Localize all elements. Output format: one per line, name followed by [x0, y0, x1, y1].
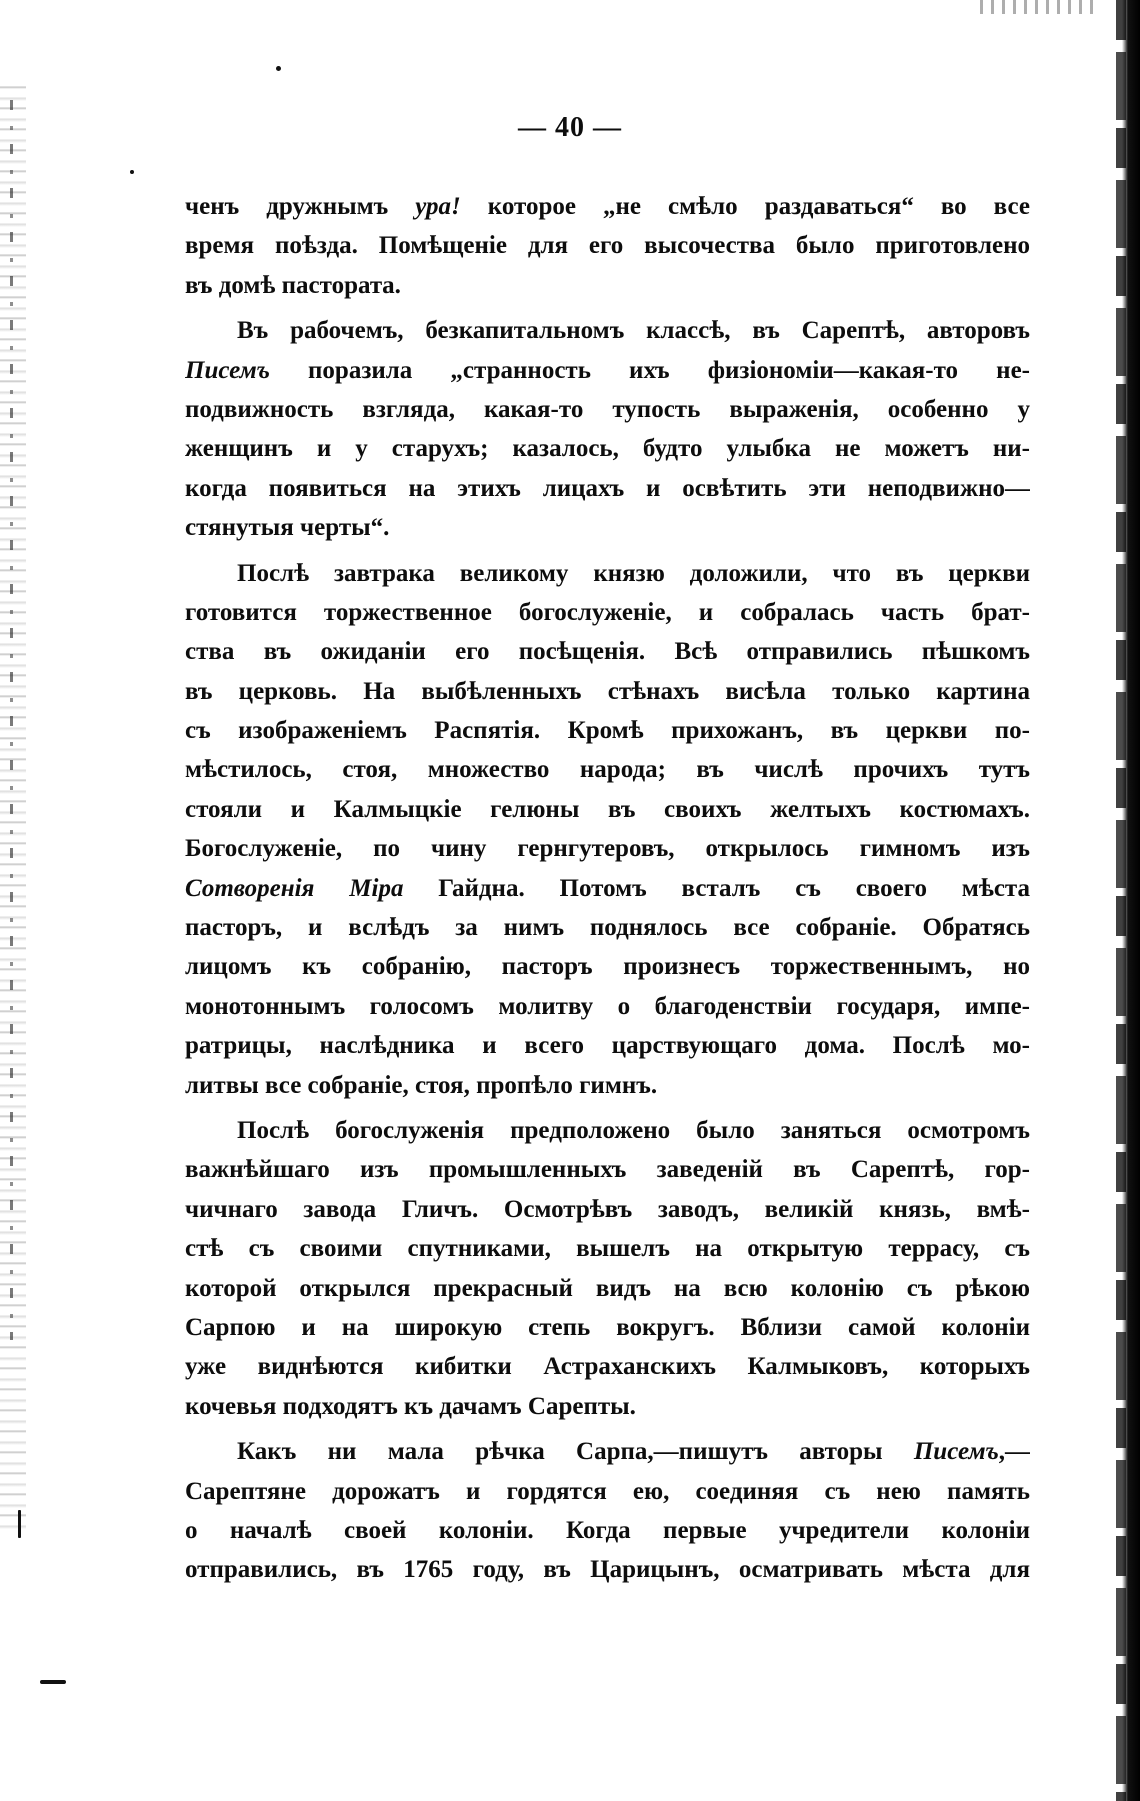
text-line: стояли и Калмыцкіе гелюны въ своихъ желтыхъ костюмахъ.	[185, 795, 1030, 823]
text-line: кочевья подходятъ къ дачамъ Сарепты.	[185, 1392, 636, 1420]
text-line: которой открылся прекрасный видъ на всю колонію съ рѣкою	[185, 1274, 1030, 1302]
text-line: Богослуженіе, по чину гернгутеровъ, открылось гимномъ изъ	[185, 835, 1030, 863]
text-line: ства въ ожиданіи его посѣщенія. Всѣ отправились пѣшкомъ	[185, 638, 1030, 666]
ink-speck	[130, 170, 134, 174]
text-line: Послѣ завтрака великому князю доложили, что въ церкви	[237, 559, 1030, 587]
text-line: чичнаго завода Гличъ. Осмотрѣвъ заводъ, великій князь, вмѣ-	[185, 1195, 1030, 1223]
paragraph	[185, 1432, 1030, 1590]
paragraph	[185, 311, 1030, 547]
text-line: время поѣзда. Помѣщеніе для его высочества было приготовлено	[185, 232, 1030, 260]
text-line: ченъ дружнымъ ура! которое „не смѣло раздаваться“ во все	[185, 193, 1030, 220]
text-line: когда появиться на этихъ лицахъ и освѣтить эти неподвижно—	[185, 474, 1030, 502]
text-line: ратрицы, наслѣдника и всего царствующаго дома. Послѣ мо-	[185, 1032, 1030, 1060]
text-line: пасторъ, и вслѣдъ за нимъ поднялось все собраніе. Обратясь	[185, 914, 1030, 942]
text-line: Въ рабочемъ, безкапитальномъ классѣ, въ Сарептѣ, авторовъ	[237, 317, 1030, 345]
text-line: Сарептяне дорожатъ и гордятся ею, соединяя съ нею память	[185, 1477, 1030, 1505]
scan-binding-edge	[0, 80, 26, 1530]
text-line: подвижность взгляда, какая-то тупость выраженія, особенно у	[185, 395, 1030, 423]
text-line: Послѣ богослуженія предположено было заняться осмотромъ	[237, 1116, 1030, 1144]
scan-binding-marks	[10, 100, 13, 1340]
text-line: въ церковь. На выбѣленныхъ стѣнахъ висѣла только картина	[185, 677, 1030, 705]
text-line: мѣстилось, стоя, множество народа; въ числѣ прочихъ тутъ	[185, 756, 1030, 784]
ink-speck	[276, 66, 281, 71]
text-line: въ домѣ пасторатa.	[185, 271, 401, 299]
text-line: Сарпою и на широкую степь вокругъ. Вблизи самой колоніи	[185, 1313, 1030, 1341]
text-line: литвы все собраніе, стоя, пропѣло гимнъ.	[185, 1071, 658, 1099]
text-line: лицомъ къ собранію, пасторъ произнесъ торжественнымъ, но	[185, 953, 1030, 981]
paragraph	[185, 554, 1030, 1105]
scan-right-ragged-edge	[1116, 0, 1126, 1801]
text-line: стѣ съ своими спутниками, вышелъ на открытую террасу, съ	[185, 1235, 1030, 1263]
scan-top-specks	[980, 0, 1100, 14]
text-line: важнѣйшаго изъ промышленныхъ заведеній въ Сарептѣ, гор-	[185, 1156, 1030, 1184]
text-line: монотоннымъ голосомъ молитву о благоденствіи государя, импе-	[185, 992, 1030, 1020]
text-line: женщинъ и у старухъ; казалось, будто улыбка не можетъ ни-	[185, 435, 1030, 463]
text-line: съ изображеніемъ Распятія. Кромѣ прихожанъ, въ церкви по-	[185, 717, 1030, 745]
paragraph	[185, 187, 1030, 305]
text-line: Писемъ поразила „странность ихъ физіономіи—какая-то не-	[185, 356, 1030, 384]
paragraph	[185, 1111, 1030, 1426]
text-line: стянутыя черты“.	[185, 514, 390, 542]
page-number: — 40 —	[518, 112, 622, 143]
text-line: о началѣ своей колоніи. Когда первые учредители колоніи	[185, 1516, 1030, 1544]
ink-speck	[18, 1510, 21, 1538]
text-line: отправились, въ 1765 году, въ Царицынъ, осматривать мѣста для	[185, 1556, 1030, 1584]
body-text	[185, 187, 1030, 1590]
text-line: уже виднѣются кибитки Астраханскихъ Калмыковъ, которыхъ	[185, 1353, 1030, 1381]
text-line: Какъ ни мала рѣчка Сарпа,—пишутъ авторы Писемъ,—	[237, 1438, 1030, 1466]
text-line: Сотворенія Міра Гайдна. Потомъ всталъ съ своего мѣста	[185, 874, 1030, 902]
text-line: готовится торжественное богослуженіе, и собралась часть брат-	[185, 598, 1030, 626]
ink-speck	[40, 1680, 66, 1684]
